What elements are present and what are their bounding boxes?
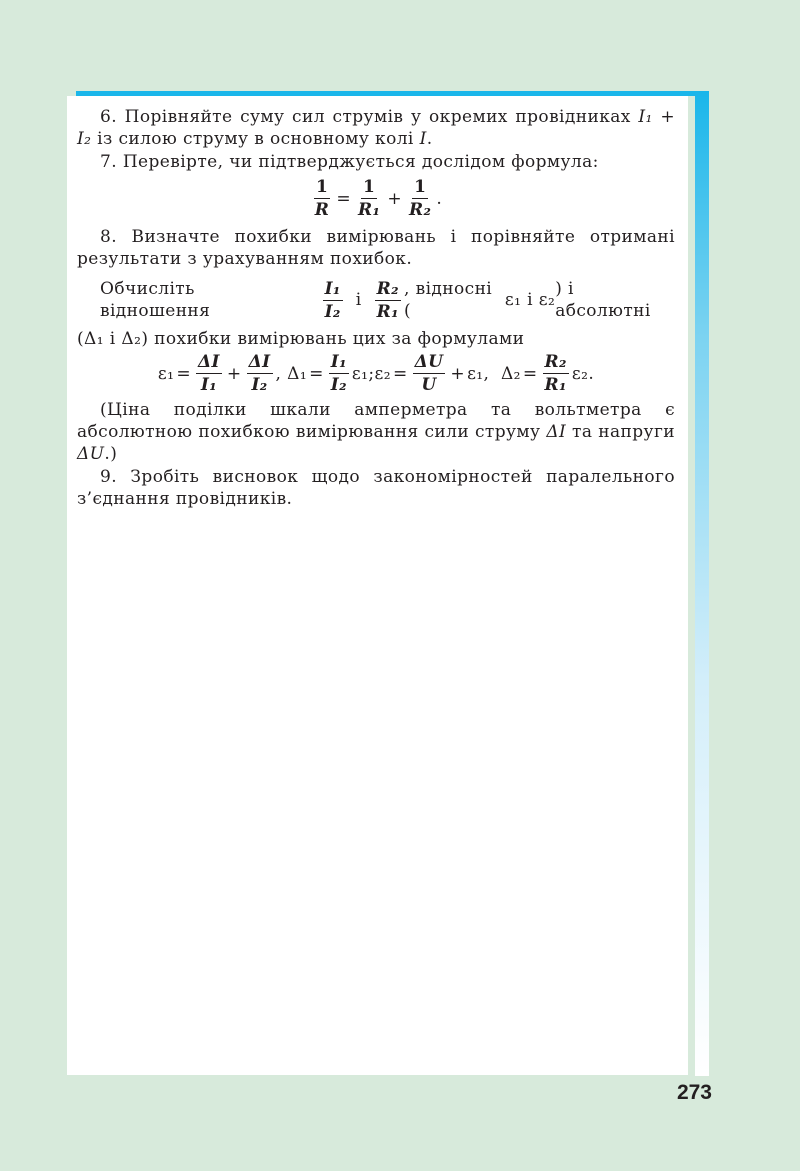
item-6: 6. Порівняйте суму сил струмів у окремих провідниках I₁ + I₂ із силою струму в основному колі I. (77, 107, 675, 149)
fraction-di-over-i2: $\frac{\Delta I}{\text{I₂}}$ (248, 352, 271, 395)
fraction-r2-over-r1-b: $\frac{\text{R₂}}{\text{R₁}}$ (544, 352, 567, 395)
error-formulas: ε₁ = $\frac{\Delta I}{\text{I₁}}$ + $\frac{\Delta I}{\text{I₂}}$ , Δ₁ = $\frac{\text{I₁}}{\text{I₂}}$ ε₁ ; ε₂ = $\frac{\Delta U}{U}$ + ε₁ , Δ₂ = $\frac{\text{R₂}}{\text{R₁}}$ ε₂ . (157, 352, 595, 395)
note-paragraph: (Ціна поділки шкали амперметра та вольтметра є абсолютною похибкою вимірювання сили струму ΔI та напруги ΔU.) (77, 400, 675, 464)
page-content (77, 106, 675, 510)
fraction-1-over-r2: $\frac{1}{\text{R₂}}$ (409, 177, 432, 220)
ratios-line: Обчисліть відношення $\frac{\text{I₁}}{\text{I₂}}$ і $\frac{\text{R₂}}{\text{R₁}}$ , відносні ( ε₁ і ε₂ ) і абсолютні (100, 278, 651, 322)
item-9: 9. Зробіть висновок щодо закономірностей паралельного з’єднання провідників. (77, 467, 675, 509)
fraction-1-over-r1: $\frac{1}{\text{R₁}}$ (357, 177, 381, 220)
fraction-i1-over-i2: $\frac{\text{I₁}}{\text{I₂}}$ (324, 278, 341, 322)
item-7: 7. Перевірте, чи підтверджується дослідом формула: (100, 152, 599, 172)
side-accent-bar (695, 91, 709, 1076)
fraction-di-over-i1: $\frac{\Delta I}{\text{I₁}}$ (197, 352, 220, 395)
fraction-i1-over-i2-b: $\frac{\text{I₁}}{\text{I₂}}$ (330, 352, 347, 395)
current-sum: I₁ + I₂ (77, 107, 675, 149)
fraction-r2-over-r1: $\frac{\text{R₂}}{\text{R₁}}$ (376, 278, 399, 322)
fraction-du-over-u: $\frac{\Delta U}{U}$ (414, 352, 444, 395)
item-8: 8. Визначте похибки вимірювань і порівняйте отримані результати з урахуванням похибок. (77, 227, 675, 269)
fraction-1-over-r: $\frac{1}{R}$ (314, 177, 330, 220)
errors-line: (Δ₁ і Δ₂) похибки вимірювань цих за формулами (77, 329, 525, 349)
page-sheet (67, 96, 688, 1075)
page-number: 273 (676, 1081, 712, 1104)
parallel-resistance-formula: $\frac{1}{R}$ = $\frac{1}{\text{R₁}}$ + $\frac{1}{\text{R₂}}$ . (314, 177, 443, 220)
